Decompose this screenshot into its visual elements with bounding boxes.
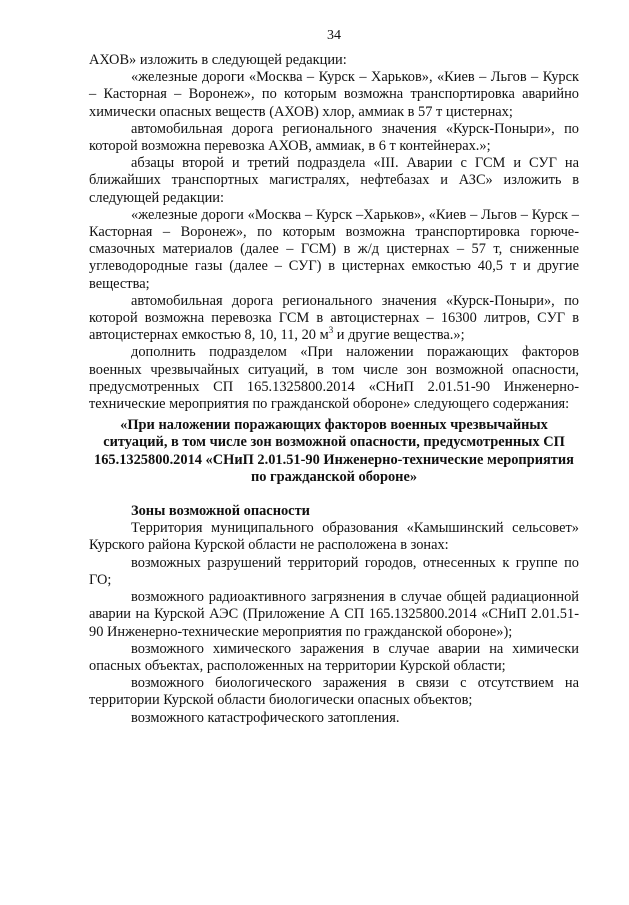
zone-paragraph-6: возможного катастрофического затопления. [131, 709, 400, 726]
section-heading: «При наложении поражающих факторов военных чрезвычайных ситуаций, в том числе зон возможной опасности, предусмотренных СП 165.1325800.2014 «СНиП 2.01.51-90 Инженерно-технические мероприятия по гражданской обороне» [94, 417, 574, 485]
paragraph-6-text: автомобильная дорога регионального значения «Курск-Поныри», по которой возможна перевозка ГСМ в автоцистернах – 16300 литров, СУГ в автоцистернах емкостью 8, 10, 11, 20 м [89, 292, 579, 344]
zones-subheading: Зоны возможной опасности [131, 503, 310, 520]
zone-paragraph-1: Территория муниципального образования «Камышинский сельсовет» Курского района Курской области не расположена в зонах: [89, 520, 579, 554]
paragraph-4: абзацы второй и третий подраздела «III. Аварии с ГСМ и СУГ на ближайших транспортных магистралях, нефтебазах и АЗС» изложить в следующей редакции: [89, 155, 579, 206]
document-page [89, 28, 579, 727]
paragraph-6-tail: и другие вещества.»; [333, 327, 465, 344]
cubic-superscript: 3 [328, 325, 334, 336]
paragraph-3: автомобильная дорога регионального значения «Курск-Поныри», по которой возможна перевозка АХОВ, аммиак, в 6 т контейнерах.»; [89, 120, 579, 155]
page-number: 34 [327, 28, 341, 43]
paragraph-2: «железные дороги «Москва – Курск – Харьков», «Киев – Льгов – Курск – Касторная – Воронеж», по которым возможна транспортировка аварийно химически опасных веществ (АХОВ) хлор, аммиак в 57 т цистернах; [89, 69, 579, 120]
zone-paragraph-3: возможного радиоактивного загрязнения в случае общей радиационной аварии на Курской АЭС (Приложение А СП 165.1325800.2014 «СНиП 2.01.51-90 Инженерно-технические мероприятия по гражданской обороне»); [89, 589, 579, 640]
spacer [89, 486, 579, 503]
paragraph-6 [89, 293, 579, 345]
zone-paragraph-2: возможных разрушений территорий городов, отнесенных к группе по ГО; [89, 554, 579, 588]
zone-paragraph-5: возможного биологического заражения в связи с отсутствием на территории Курской области биологически опасных объектов; [89, 675, 579, 709]
paragraph-7: дополнить подразделом «При наложении поражающих факторов военных чрезвычайных ситуаций, в том числе зон возможной опасности, предусмотренных СП 165.1325800.2014 «СНиП 2.01.51-90 Инженерно-технические мероприятия по гражданской обороне» следующего содержания: [89, 344, 579, 413]
paragraph-1: АХОВ» изложить в следующей редакции: [89, 52, 347, 68]
zone-paragraph-4: возможного химического заражения в случае аварии на химически опасных объектах, расположенных на территории Курской области; [89, 640, 579, 674]
paragraph-5: «железные дороги «Москва – Курск –Харьков», «Киев – Льгов – Курск – Касторная – Воронеж», по которым возможна транспортировка горюче-смазочных материалов (далее – ГСМ) в ж/д цистернах – 57 т, сниженные углеводородные газы (далее – СУГ) в цистернах емкостью 40,5 т и другие вещества; [89, 206, 579, 292]
